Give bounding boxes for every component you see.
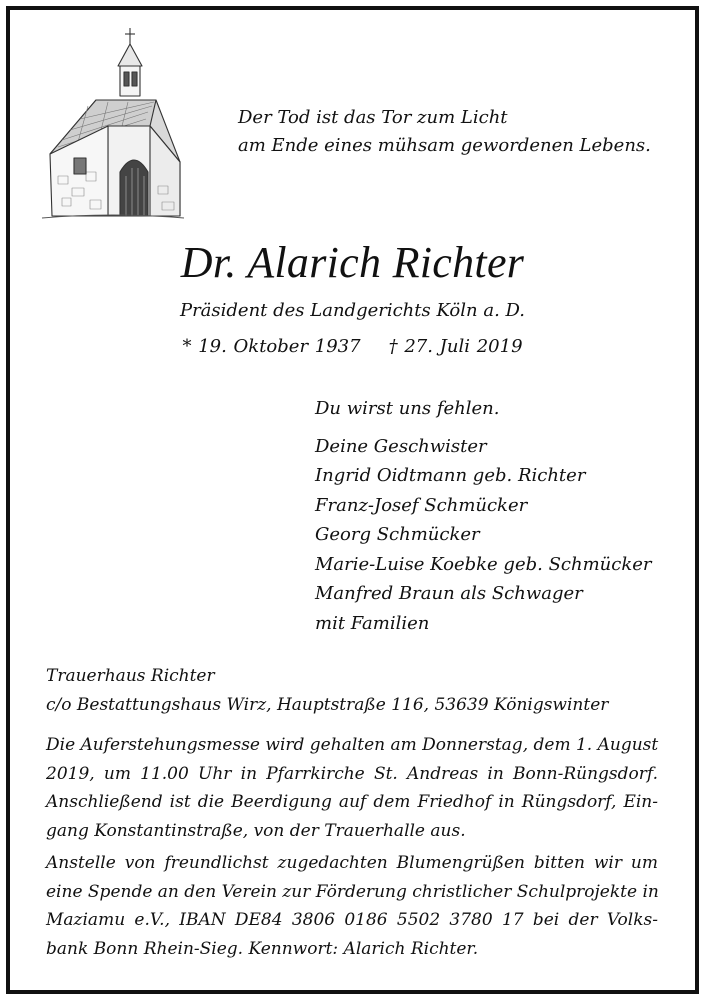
mourner-name: Marie-Luise Koebke geb. Schmücker (315, 553, 652, 575)
paragraph-line: bank Bonn Rhein-Sieg. Kennwort: Alarich Richter. (46, 938, 479, 959)
mourning-address (46, 662, 608, 720)
mourners-intro: Deine Geschwister (315, 435, 487, 457)
chapel-illustration (38, 26, 186, 222)
mourners-list (315, 394, 651, 638)
address-line: c/o Bestattungshaus Wirz, Hauptstraße 116, 53639 Königswinter (46, 695, 609, 715)
quote-line: Der Tod ist das Tor zum Licht (238, 107, 508, 128)
paragraph-line: gang Konstantinstraße, von der Trauerhalle aus. (46, 820, 466, 841)
quote-line: am Ende eines mühsam gewordenen Lebens. (238, 135, 651, 156)
donation-paragraph (46, 849, 658, 963)
life-dates (0, 334, 705, 360)
death-date: † 27. Juli 2019 (388, 336, 523, 357)
farewell-line: Du wirst uns fehlen. (315, 398, 500, 419)
deceased-title: Präsident des Landgerichts Köln a. D. (179, 300, 526, 321)
paragraph-line: Anstelle von freundlichst zugedachten Blumengrüßen bitten wir um (46, 853, 658, 873)
paragraph-line: Anschließend ist die Beerdigung auf dem Friedhof in Rüngsdorf, Ein- (46, 792, 658, 812)
funeral-info-paragraph (46, 731, 658, 845)
deceased-name: Dr. Alarich Richter (180, 238, 525, 287)
paragraph-line: 2019, um 11.00 Uhr in Pfarrkirche St. Andreas in Bonn-Rüngsdorf. (46, 763, 658, 784)
mourners-closing: mit Familien (315, 612, 430, 634)
birth-date: * 19. Oktober 1937 (182, 336, 361, 357)
paragraph-line: Die Auferstehungsmesse wird gehalten am Donnerstag, dem 1. August (46, 735, 659, 755)
mourner-name: Franz-Josef Schmücker (315, 494, 528, 516)
address-line: Trauerhaus Richter (46, 666, 215, 686)
quote (238, 104, 651, 160)
mourner-name: Georg Schmücker (315, 524, 480, 545)
paragraph-line: Maziamu e.V., IBAN DE84 3806 0186 5502 3780 17 bei der Volks- (46, 910, 658, 930)
paragraph-line: eine Spende an den Verein zur Förderung christlicher Schulprojekte in (46, 881, 659, 902)
mourner-name: Manfred Braun als Schwager (315, 583, 583, 604)
mourner-name: Ingrid Oidtmann geb. Richter (315, 465, 586, 486)
